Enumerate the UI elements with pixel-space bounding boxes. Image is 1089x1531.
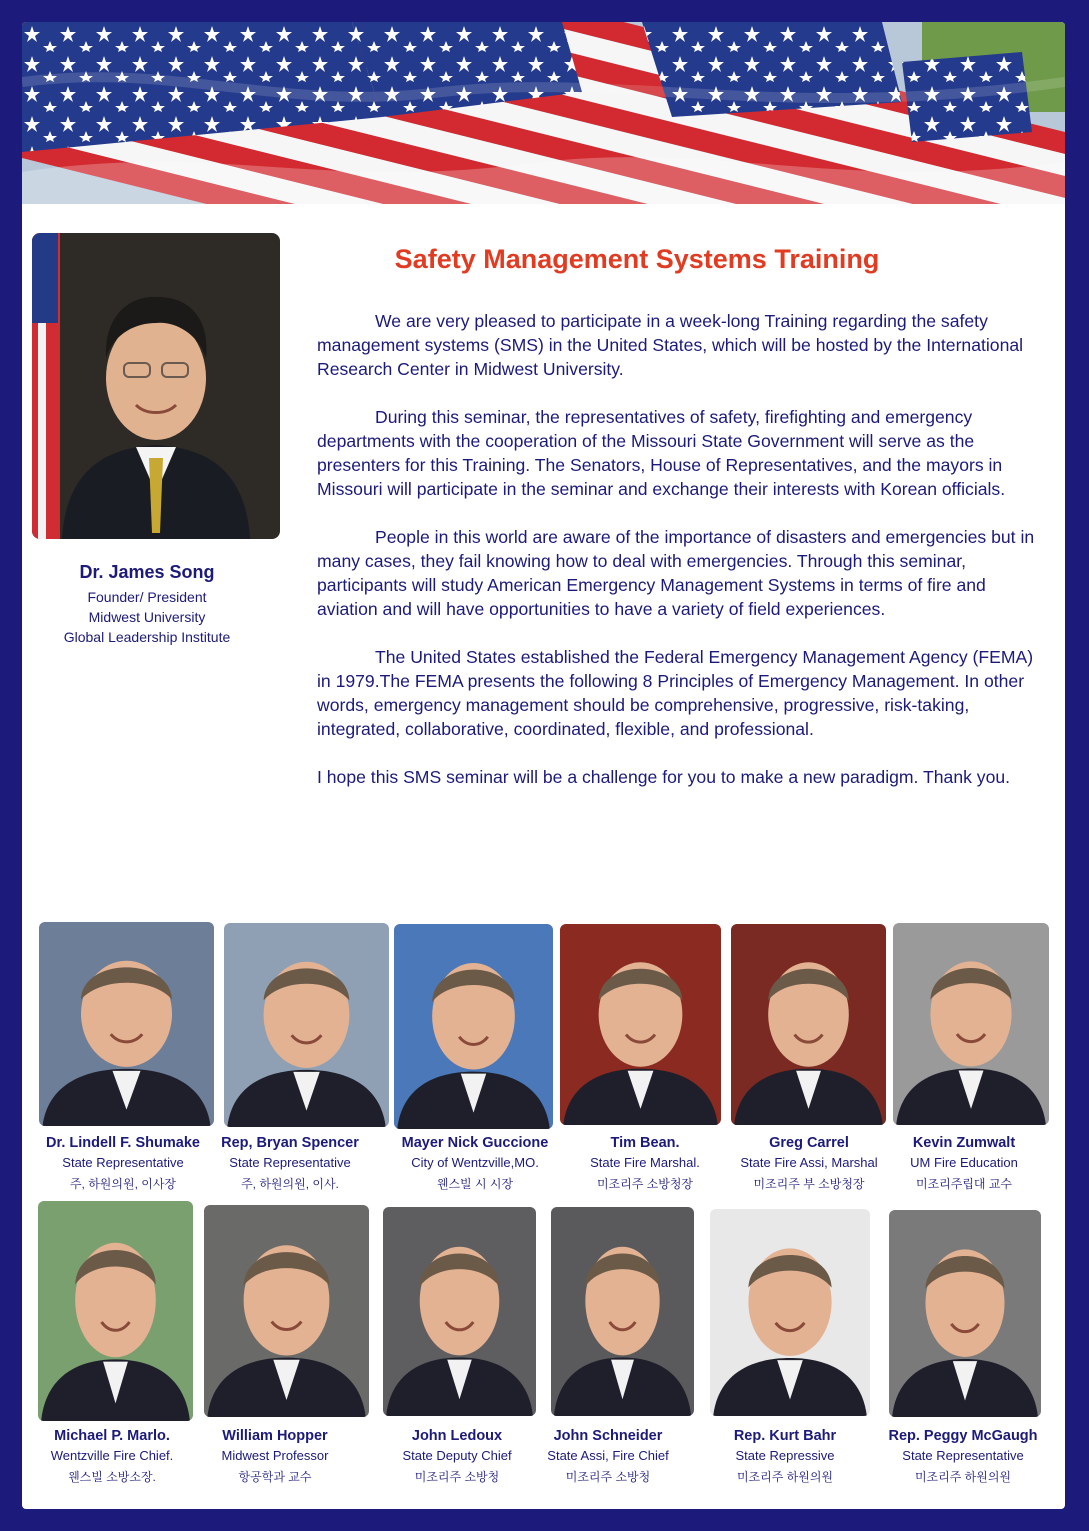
speaker-korean-title: 미조리주립대 교수 (915, 1177, 1013, 1191)
speaker-title: State Deputy Chief (402, 1448, 512, 1463)
speaker-photo (38, 1201, 193, 1421)
speaker-title: State Repressive (735, 1448, 835, 1463)
speaker-caption (513, 1426, 703, 1488)
speaker-korean-title: 미조리주 하원의원 (736, 1470, 834, 1484)
speaker-caption (869, 1133, 1059, 1195)
speaker-korean-title: 미조리주 부 소방청장 (753, 1177, 865, 1191)
speaker-photo (204, 1205, 369, 1417)
speaker-caption (195, 1133, 385, 1195)
flag-banner (22, 22, 1065, 204)
speaker-name: Greg Carrel (769, 1135, 849, 1151)
speaker-korean-title: 미조리주 하원의원 (914, 1470, 1012, 1484)
author-portrait (32, 233, 280, 539)
page-title: Safety Management Systems Training (394, 244, 880, 274)
speaker-name: John Schneider (553, 1428, 663, 1444)
speaker-photo (383, 1207, 536, 1416)
speaker-title: State Fire Marshal. (590, 1155, 700, 1170)
closing-paragraph: I hope this SMS seminar will be a challenge for you to make a new paradigm. Thank you. (317, 767, 1011, 787)
speaker-caption (550, 1133, 740, 1195)
speaker-caption (28, 1133, 218, 1195)
speaker-korean-title: 미조리주 소방청 (414, 1470, 500, 1484)
author-role: Founder/ President (87, 589, 207, 605)
speaker-photo (39, 922, 214, 1126)
author-organization: Midwest University (88, 609, 206, 625)
speaker-photo (224, 923, 389, 1127)
speaker-photo (560, 924, 721, 1125)
speaker-caption (180, 1426, 370, 1488)
speaker-name: Tim Bean. (610, 1135, 680, 1151)
speaker-title: Midwest Professor (221, 1448, 329, 1463)
speaker-photo (889, 1210, 1041, 1417)
speaker-title: State Representative (902, 1448, 1024, 1463)
speaker-caption (17, 1426, 207, 1488)
paragraph: During this seminar, the representatives of safety, firefighting and emergency departments with the cooperation of the Missouri State Government will serve as the presenters for this Training. The Senators, House of Representatives, and the mayors in Missouri will participate in the seminar and exchange their interests with Korean officials. (317, 407, 1006, 499)
speaker-name: Rep. Kurt Bahr (733, 1428, 837, 1444)
speaker-photo (551, 1207, 694, 1416)
speaker-korean-title: 웬스빌 소방소장. (68, 1470, 156, 1484)
paragraph: The United States established the Federal Emergency Management Agency (FEMA) in 1979.The FEMA presents the following 8 Principles of Emergency Management. In other words, emergency management should be comprehensive, progressive, risk-taking, integrated, collaborative, coordinated, flexible, and professional. (317, 647, 1034, 739)
speaker-title: State Representative (229, 1155, 351, 1170)
speaker-name: Kevin Zumwalt (912, 1135, 1016, 1151)
speaker-korean-title: 주, 하원의원, 이사. (241, 1177, 339, 1191)
speaker-title: State Representative (62, 1155, 184, 1170)
letter-body (317, 309, 1039, 813)
speaker-title: Wentzville Fire Chief. (50, 1448, 174, 1463)
speaker-korean-title: 미조리주 소방청 (565, 1470, 651, 1484)
speaker-korean-title: 웬스빌 시 시장 (436, 1177, 514, 1191)
speaker-caption (868, 1426, 1058, 1488)
speaker-name: Dr. Lindell F. Shumake (46, 1135, 200, 1151)
speaker-caption (380, 1133, 570, 1195)
speaker-name: Michael P. Marlo. (54, 1428, 170, 1444)
speaker-title: State Fire Assi, Marshal (740, 1155, 878, 1170)
speaker-photo (731, 924, 886, 1125)
speaker-name: William Hopper (222, 1428, 328, 1444)
speaker-photo (394, 924, 553, 1129)
speaker-name: Rep. Peggy McGaugh (888, 1428, 1038, 1444)
speaker-photo (893, 923, 1049, 1125)
speaker-korean-title: 주, 하원의원, 이사장 (69, 1177, 177, 1191)
speaker-title: City of Wentzville,MO. (411, 1155, 539, 1170)
speaker-photo (710, 1209, 870, 1416)
author-name: Dr. James Song (79, 562, 215, 582)
speaker-korean-title: 항공학과 교수 (238, 1470, 312, 1484)
speaker-name: Rep, Bryan Spencer (221, 1135, 359, 1151)
speaker-name: Mayer Nick Guccione (401, 1135, 549, 1151)
paragraph: People in this world are aware of the importance of disasters and emergencies but in many cases, they fail knowing how to deal with emergencies. Through this seminar, participants will study American Emergency Management Systems in terms of fire and aviation and will have opportunities to have a variety of field experiences. (317, 527, 1035, 619)
speaker-title: UM Fire Education (910, 1155, 1018, 1170)
author-caption (32, 562, 262, 647)
speaker-name: John Ledoux (411, 1428, 503, 1444)
speaker-title: State Assi, Fire Chief (547, 1448, 669, 1463)
speaker-caption (690, 1426, 880, 1488)
author-institute: Global Leadership Institute (63, 629, 231, 645)
paragraph: We are very pleased to participate in a week-long Training regarding the safety management systems (SMS) in the United States, which will be hosted by the International Research Center in Midwest University. (317, 311, 1024, 379)
speaker-korean-title: 미조리주 소방청장 (596, 1177, 694, 1191)
